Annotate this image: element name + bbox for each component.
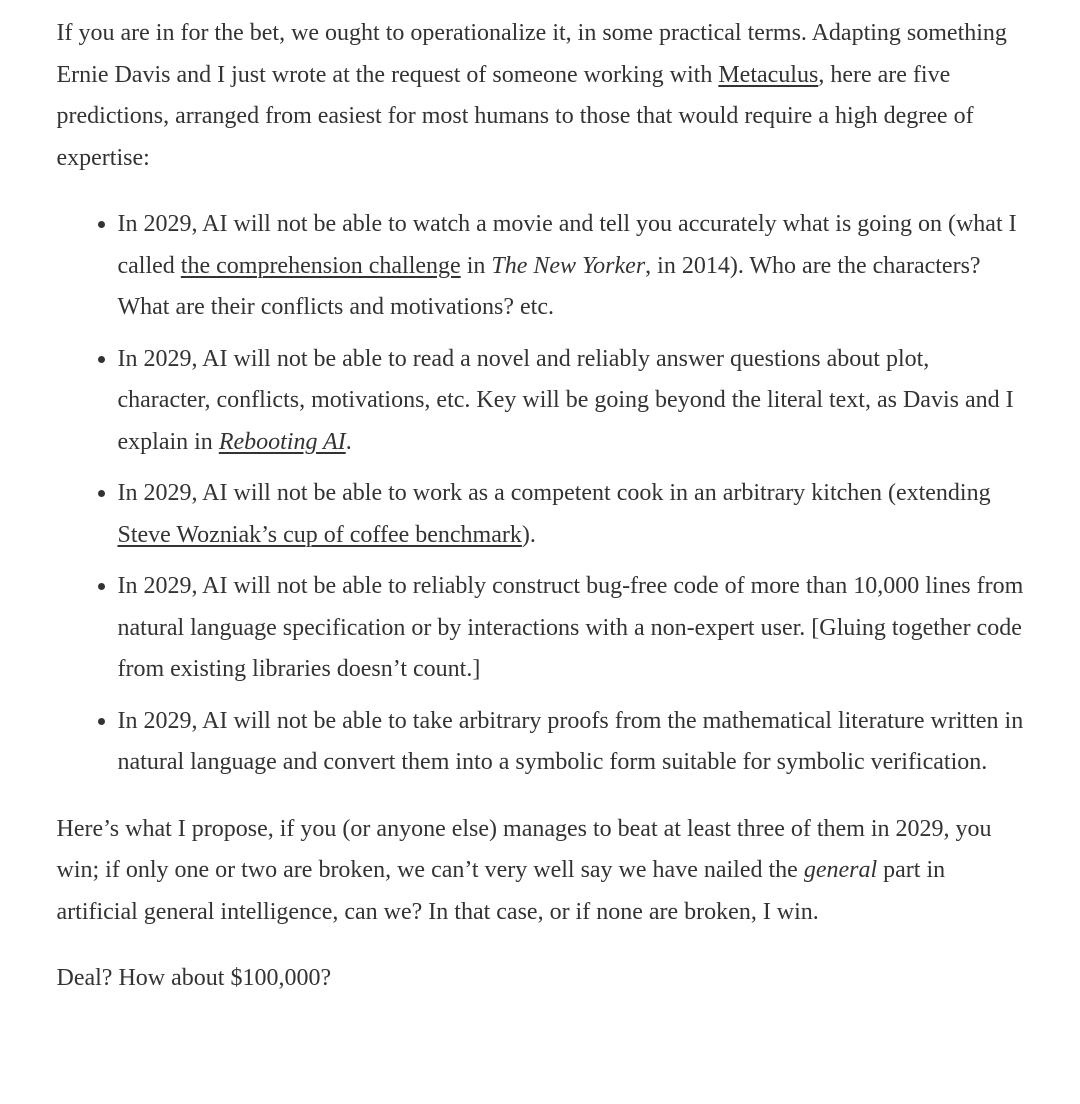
prediction-novel-text-2: .: [345, 428, 352, 455]
prediction-item-proofs: [118, 701, 1024, 784]
paragraph-intro: [57, 13, 1024, 179]
intro-text-2: , here are five predictions, arranged from easiest for most humans to those that would require a high degree of expertise:: [56, 61, 974, 171]
prediction-item-novel: [118, 339, 1024, 464]
prediction-novel-text-1: In 2029, AI will not be able to read a novel and reliably answer questions about plot, character, conflicts, motivations, etc. Key will be going beyond the literal text, as Davis and I explain in: [117, 345, 1014, 455]
general-emphasis: general: [803, 857, 878, 883]
predictions-list: [57, 204, 1024, 784]
prediction-movie-text-3: , in 2014). Who are the characters? What are their conflicts and motivations? etc.: [117, 252, 981, 320]
proposal-text-2: part in artificial general intelligence, can we? In that case, or if none are broken, I win.: [56, 857, 946, 925]
prediction-movie-text-2: in: [460, 252, 492, 279]
prediction-item-movie: [118, 204, 1024, 329]
paragraph-deal: [57, 958, 1024, 1000]
new-yorker-title: The New Yorker: [491, 252, 646, 279]
metaculus-link[interactable]: Metaculus: [718, 61, 819, 88]
rebooting-ai-link[interactable]: Rebooting AI: [218, 428, 346, 455]
prediction-item-code: [118, 566, 1024, 691]
prediction-cook-text-2: ).: [521, 521, 536, 548]
deal-text: Deal? How about $100,000?: [56, 965, 332, 991]
comprehension-challenge-link[interactable]: the comprehension challenge: [180, 252, 461, 279]
prediction-proofs-text: In 2029, AI will not be able to take arbitrary proofs from the mathematical literature written in natural language and convert them into a symbolic form suitable for symbolic verification.: [117, 707, 1024, 775]
proposal-text-1: Here’s what I propose, if you (or anyone else) manages to beat at least three of them in 2029, you win; if only one or two are broken, we can’t very well say we have nailed the: [56, 815, 992, 883]
prediction-code-text: In 2029, AI will not be able to reliably construct bug-free code of more than 10,000 lines from natural language specification or by interactions with a non-expert user. [Gluing together code from existing libraries doesn’t count.]: [117, 573, 1024, 682]
intro-text-1: If you are in for the bet, we ought to operationalize it, in some practical terms. Adapting something Ernie Davis and I just wrote at the request of someone working with: [56, 20, 1007, 88]
prediction-cook-text-1: In 2029, AI will not be able to work as a competent cook in an arbitrary kitchen (extending: [117, 480, 991, 506]
prediction-item-cook: [118, 473, 1024, 556]
paragraph-proposal: [57, 809, 1024, 934]
wozniak-benchmark-link[interactable]: Steve Wozniak’s cup of coffee benchmark: [117, 521, 522, 548]
prediction-movie-text-1: In 2029, AI will not be able to watch a movie and tell you accurately what is going on (what I called: [117, 211, 1017, 279]
article-body: [57, 0, 1024, 1020]
